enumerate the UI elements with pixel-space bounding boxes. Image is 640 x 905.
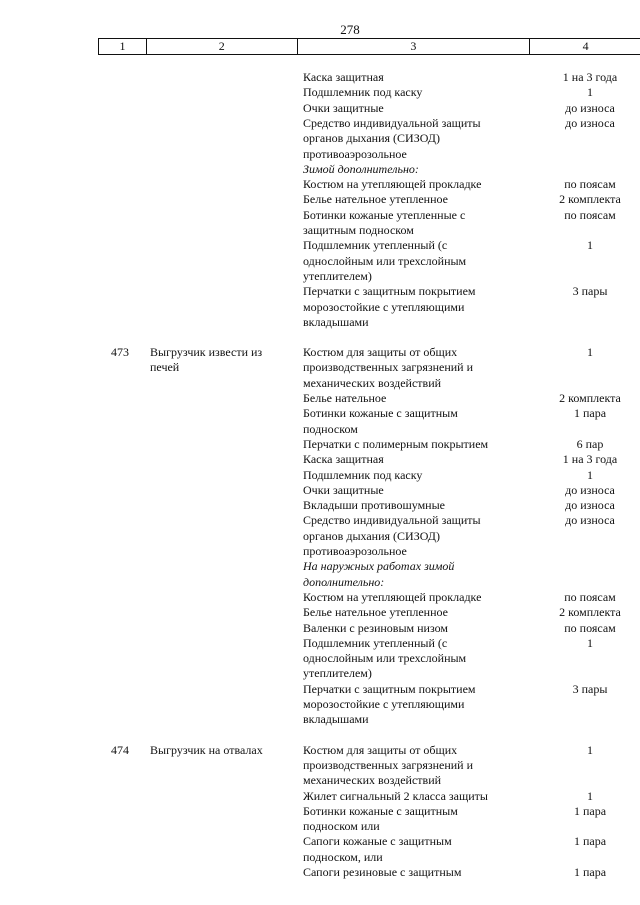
item-quantity: 6 пар bbox=[576, 436, 604, 451]
item-name: морозостойкие с утепляющими bbox=[303, 299, 465, 314]
item-name: Подшлемник под каску bbox=[303, 85, 423, 100]
item-quantity: 1 bbox=[587, 345, 593, 360]
item-name: Валенки с резиновым низом bbox=[303, 620, 449, 635]
item-quantity: 3 пары bbox=[572, 681, 608, 696]
profession-name: Выгрузчик извести из bbox=[150, 345, 263, 360]
table-header bbox=[98, 38, 640, 55]
item-name: однослойным или трехслойным bbox=[303, 253, 467, 268]
item-name: Перчатки с защитным покрытием bbox=[303, 681, 476, 696]
item-name: Каска защитная bbox=[303, 452, 384, 467]
item-name: вкладышами bbox=[303, 314, 369, 329]
item-name: Перчатки с защитным покрытием bbox=[303, 284, 476, 299]
item-name: Костюм для защиты от общих bbox=[303, 345, 458, 360]
item-name: вкладышами bbox=[303, 712, 369, 727]
item-quantity: 1 bbox=[587, 467, 593, 482]
item-name: Ботинки кожаные с защитным bbox=[303, 406, 458, 421]
item-name: механических воздействий bbox=[303, 773, 442, 788]
item-quantity: 2 комплекта bbox=[559, 192, 621, 207]
item-name: Жилет сигнальный 2 класса защиты bbox=[303, 788, 488, 803]
header-col-2: 2 bbox=[147, 39, 298, 54]
item-name: противоаэрозольное bbox=[303, 544, 407, 558]
item-name: органов дыхания (СИЗОД) bbox=[303, 131, 440, 146]
item-quantity: по поясам bbox=[564, 589, 616, 604]
item-name: производственных загрязнений и bbox=[303, 360, 474, 375]
item-quantity: 1 на 3 года bbox=[562, 452, 618, 467]
item-quantity: 2 комплекта bbox=[559, 391, 621, 405]
item-name: подноском или bbox=[303, 819, 380, 834]
header-col-3: 3 bbox=[298, 39, 531, 54]
item-name: утеплителем) bbox=[303, 666, 372, 681]
item-quantity: 1 bbox=[587, 635, 593, 650]
page-number: 278 bbox=[340, 22, 360, 37]
item-quantity: 2 комплекта bbox=[559, 605, 621, 620]
item-name: Сапоги кожаные с защитным bbox=[303, 834, 452, 849]
item-quantity: 3 пары bbox=[572, 284, 608, 299]
item-quantity: до износа bbox=[565, 498, 615, 513]
item-quantity: 1 bbox=[587, 788, 593, 803]
item-name: Костюм на утепляющей прокладке bbox=[303, 177, 482, 192]
item-name: Очки защитные bbox=[303, 482, 384, 497]
item-quantity: 1 bbox=[587, 85, 593, 100]
section-note: На наружных работах зимой bbox=[303, 559, 455, 574]
item-quantity: до износа bbox=[565, 100, 615, 115]
item-name: Сапоги резиновые с защитным bbox=[303, 865, 462, 879]
item-quantity: 1 пара bbox=[573, 406, 607, 421]
section-note: дополнительно: bbox=[303, 574, 385, 589]
item-quantity: по поясам bbox=[564, 207, 616, 222]
item-name: однослойным или трехслойным bbox=[303, 651, 467, 666]
item-name: подноском bbox=[303, 421, 358, 436]
item-name: Костюм на утепляющей прокладке bbox=[303, 589, 482, 604]
item-quantity: 1 bbox=[587, 238, 593, 253]
header-col-4: 4 bbox=[530, 39, 640, 54]
item-quantity: по поясам bbox=[564, 620, 616, 635]
item-name: морозостойкие с утепляющими bbox=[303, 697, 465, 711]
item-name: Каска защитная bbox=[303, 70, 384, 84]
item-name: Подшлемник утепленный (с bbox=[303, 238, 448, 253]
item-name: Подшлемник под каску bbox=[303, 467, 423, 482]
item-name: Средство индивидуальной защиты bbox=[303, 115, 481, 130]
item-name: защитным подноском bbox=[303, 223, 414, 237]
entry-number: 474 bbox=[111, 742, 129, 757]
header-col-1: 1 bbox=[99, 39, 147, 54]
item-name: производственных загрязнений и bbox=[303, 757, 474, 772]
item-name: органов дыхания (СИЗОД) bbox=[303, 528, 440, 543]
item-name: Белье нательное утепленное bbox=[303, 605, 448, 620]
item-quantity: до износа bbox=[565, 513, 615, 528]
item-name: подноском, или bbox=[303, 849, 383, 864]
item-quantity: 1 bbox=[587, 742, 593, 757]
item-name: Белье нательное утепленное bbox=[303, 192, 448, 207]
item-name: Вкладыши противошумные bbox=[303, 498, 445, 513]
item-name: Подшлемник утепленный (с bbox=[303, 635, 448, 650]
entry-number: 473 bbox=[111, 345, 129, 360]
item-name: Средство индивидуальной защиты bbox=[303, 513, 481, 528]
item-name: механических воздействий bbox=[303, 375, 442, 390]
item-name: утеплителем) bbox=[303, 268, 372, 283]
item-name: Перчатки с полимерным покрытием bbox=[303, 436, 489, 451]
item-name: Очки защитные bbox=[303, 100, 384, 115]
item-quantity: 1 пара bbox=[573, 803, 607, 818]
profession-name: печей bbox=[150, 360, 180, 375]
item-name: Белье нательное bbox=[303, 391, 387, 405]
item-name: Ботинки кожаные с защитным bbox=[303, 803, 458, 818]
item-quantity: 1 на 3 года bbox=[562, 70, 618, 84]
item-name: противоаэрозольное bbox=[303, 146, 407, 161]
section-note: Зимой дополнительно: bbox=[303, 161, 419, 176]
profession-name: Выгрузчик на отвалах bbox=[150, 742, 263, 757]
item-quantity: по поясам bbox=[564, 177, 616, 192]
item-quantity: до износа bbox=[565, 482, 615, 497]
item-quantity: 1 пара bbox=[573, 865, 607, 879]
item-name: Костюм для защиты от общих bbox=[303, 742, 458, 757]
item-quantity: до износа bbox=[565, 115, 615, 130]
item-quantity: 1 пара bbox=[573, 834, 607, 849]
item-name: Ботинки кожаные утепленные с bbox=[303, 207, 466, 222]
